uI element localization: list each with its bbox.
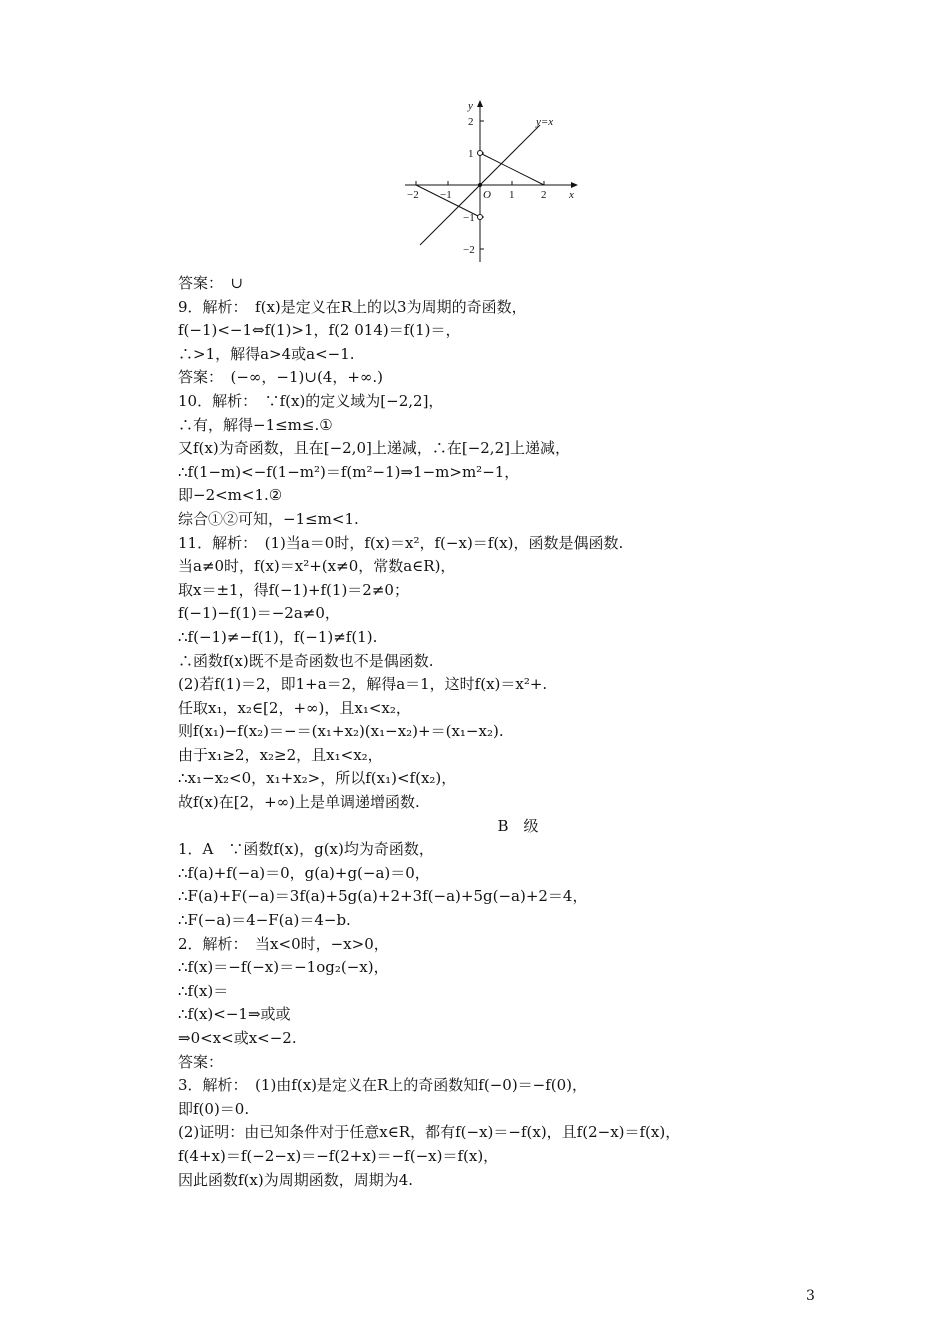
solution-text: [178, 272, 838, 1192]
y-tick-label: 1: [468, 148, 474, 160]
function-graph: [400, 95, 590, 265]
y-tick-label: 2: [468, 116, 474, 128]
origin-label: O: [483, 189, 491, 201]
open-point-0-neg1: [478, 215, 483, 220]
text-line: 11．解析： (1)当a＝0时，f(x)＝x²，f(−x)＝f(x)，函数是偶函数.: [178, 533, 624, 552]
text-line: 即f(0)＝0.: [178, 1099, 250, 1118]
section-heading: B 级: [497, 816, 539, 835]
text-line: 1．A ∵函数f(x)，g(x)均为奇函数，: [178, 840, 434, 859]
text-line: ∴有，解得−1≤m≤.①: [178, 415, 333, 434]
page-number: 3: [806, 1288, 815, 1304]
text-line: 2．解析： 当x<0时，−x>0，: [178, 934, 389, 953]
text-line: 任取x₁，x₂∈[2，+∞)，且x₁<x₂，: [178, 698, 411, 717]
x-tick-label: −1: [440, 189, 452, 201]
text-line: 即−2<m<1.②: [178, 486, 283, 505]
text-line: 因此函数f(x)为周期函数，周期为4.: [178, 1170, 414, 1189]
text-line: ∴函数f(x)既不是奇函数也不是偶函数.: [178, 651, 434, 670]
y-tick-label: −2: [463, 244, 475, 256]
x-tick-label: 1: [509, 189, 515, 201]
x-tick-label: 2: [541, 189, 547, 201]
text-line: ∴x₁−x₂<0，x₁+x₂>，所以f(x₁)<f(x₂)，: [178, 769, 457, 788]
text-line: 由于x₁≥2，x₂≥2，且x₁<x₂，: [178, 745, 383, 764]
segment-right: [480, 153, 544, 185]
text-line: 故f(x)在[2，+∞)上是单调递增函数.: [178, 793, 420, 812]
y-tick-label: −1: [463, 212, 475, 224]
text-line: 又f(x)为奇函数，且在[−2,0]上递减，∴在[−2,2]上递减，: [178, 439, 570, 458]
y-axis-label: y: [468, 100, 473, 112]
y-axis-arrow: [477, 100, 483, 107]
text-line: 则f(x₁)−f(x₂)＝−＝(x₁+x₂)(x₁−x₂)+＝(x₁−x₂).: [178, 722, 504, 741]
text-line: 9．解析： f(x)是定义在R上的以3为周期的奇函数，: [178, 297, 527, 316]
point-origin: [478, 183, 482, 187]
text-line: ∴f(x)＝−f(−x)＝−1og₂(−x)，: [178, 958, 389, 977]
text-line: ∴f(a)+f(−a)＝0，g(a)+g(−a)＝0，: [178, 863, 430, 882]
text-line: f(4+x)＝f(−2−x)＝−f(2+x)＝−f(−x)＝f(x)，: [178, 1146, 499, 1165]
x-axis-label: x: [569, 189, 574, 201]
answer-line: 答案： (−∞，−1)∪(4，+∞.): [178, 368, 384, 387]
text-line: ∴F(a)+F(−a)＝3f(a)+5g(a)+2+3f(−a)+5g(−a)+2＝4，: [178, 887, 588, 906]
text-line: ∴f(−1)≠−f(1)，f(−1)≠f(1).: [178, 627, 378, 646]
answer-line: 答案：: [178, 1052, 224, 1071]
text-line: (2)若f(1)＝2，即1+a＝2，解得a＝1，这时f(x)＝x²+.: [178, 675, 548, 694]
x-axis-arrow: [571, 182, 578, 188]
line-label: y=x: [536, 116, 554, 128]
text-line: 取x＝±1，得f(−1)+f(1)＝2≠0；: [178, 580, 409, 599]
text-line: 综合①②可知，−1≤m<1.: [178, 509, 359, 528]
text-line: ∴f(x)＝: [178, 981, 229, 1000]
text-line: ∴>1，解得a>4或a<−1.: [178, 344, 355, 363]
text-line: ∴F(−a)＝4−F(a)＝4−b.: [178, 911, 351, 930]
answer-line: 答案： ∪: [178, 274, 244, 292]
text-line: ∴f(1−m)<−f(1−m²)＝f(m²−1)⇒1−m>m²−1，: [178, 462, 520, 481]
text-line: 10．解析： ∵f(x)的定义域为[−2,2]，: [178, 391, 444, 410]
text-line: f(−1)−f(1)＝−2a≠0，: [178, 604, 340, 623]
x-tick-label: −2: [407, 189, 419, 201]
text-line: ⇒0<x<或x<−2.: [178, 1029, 297, 1047]
text-line: 当a≠0时，f(x)＝x²+(x≠0，常数a∈R)，: [178, 557, 456, 576]
text-line: (2)证明：由已知条件对于任意x∈R，都有f(−x)＝−f(x)，且f(2−x)＝f(x)，: [178, 1123, 681, 1142]
text-line: ∴f(x)<−1⇒或或: [178, 1005, 291, 1024]
text-line: f(−1)<−1⇔f(1)>1，f(2 014)＝f(1)＝，: [178, 321, 461, 340]
text-line: 3．解析： (1)由f(x)是定义在R上的奇函数知f(−0)＝−f(0)，: [178, 1076, 588, 1095]
open-point-0-1: [478, 151, 483, 156]
